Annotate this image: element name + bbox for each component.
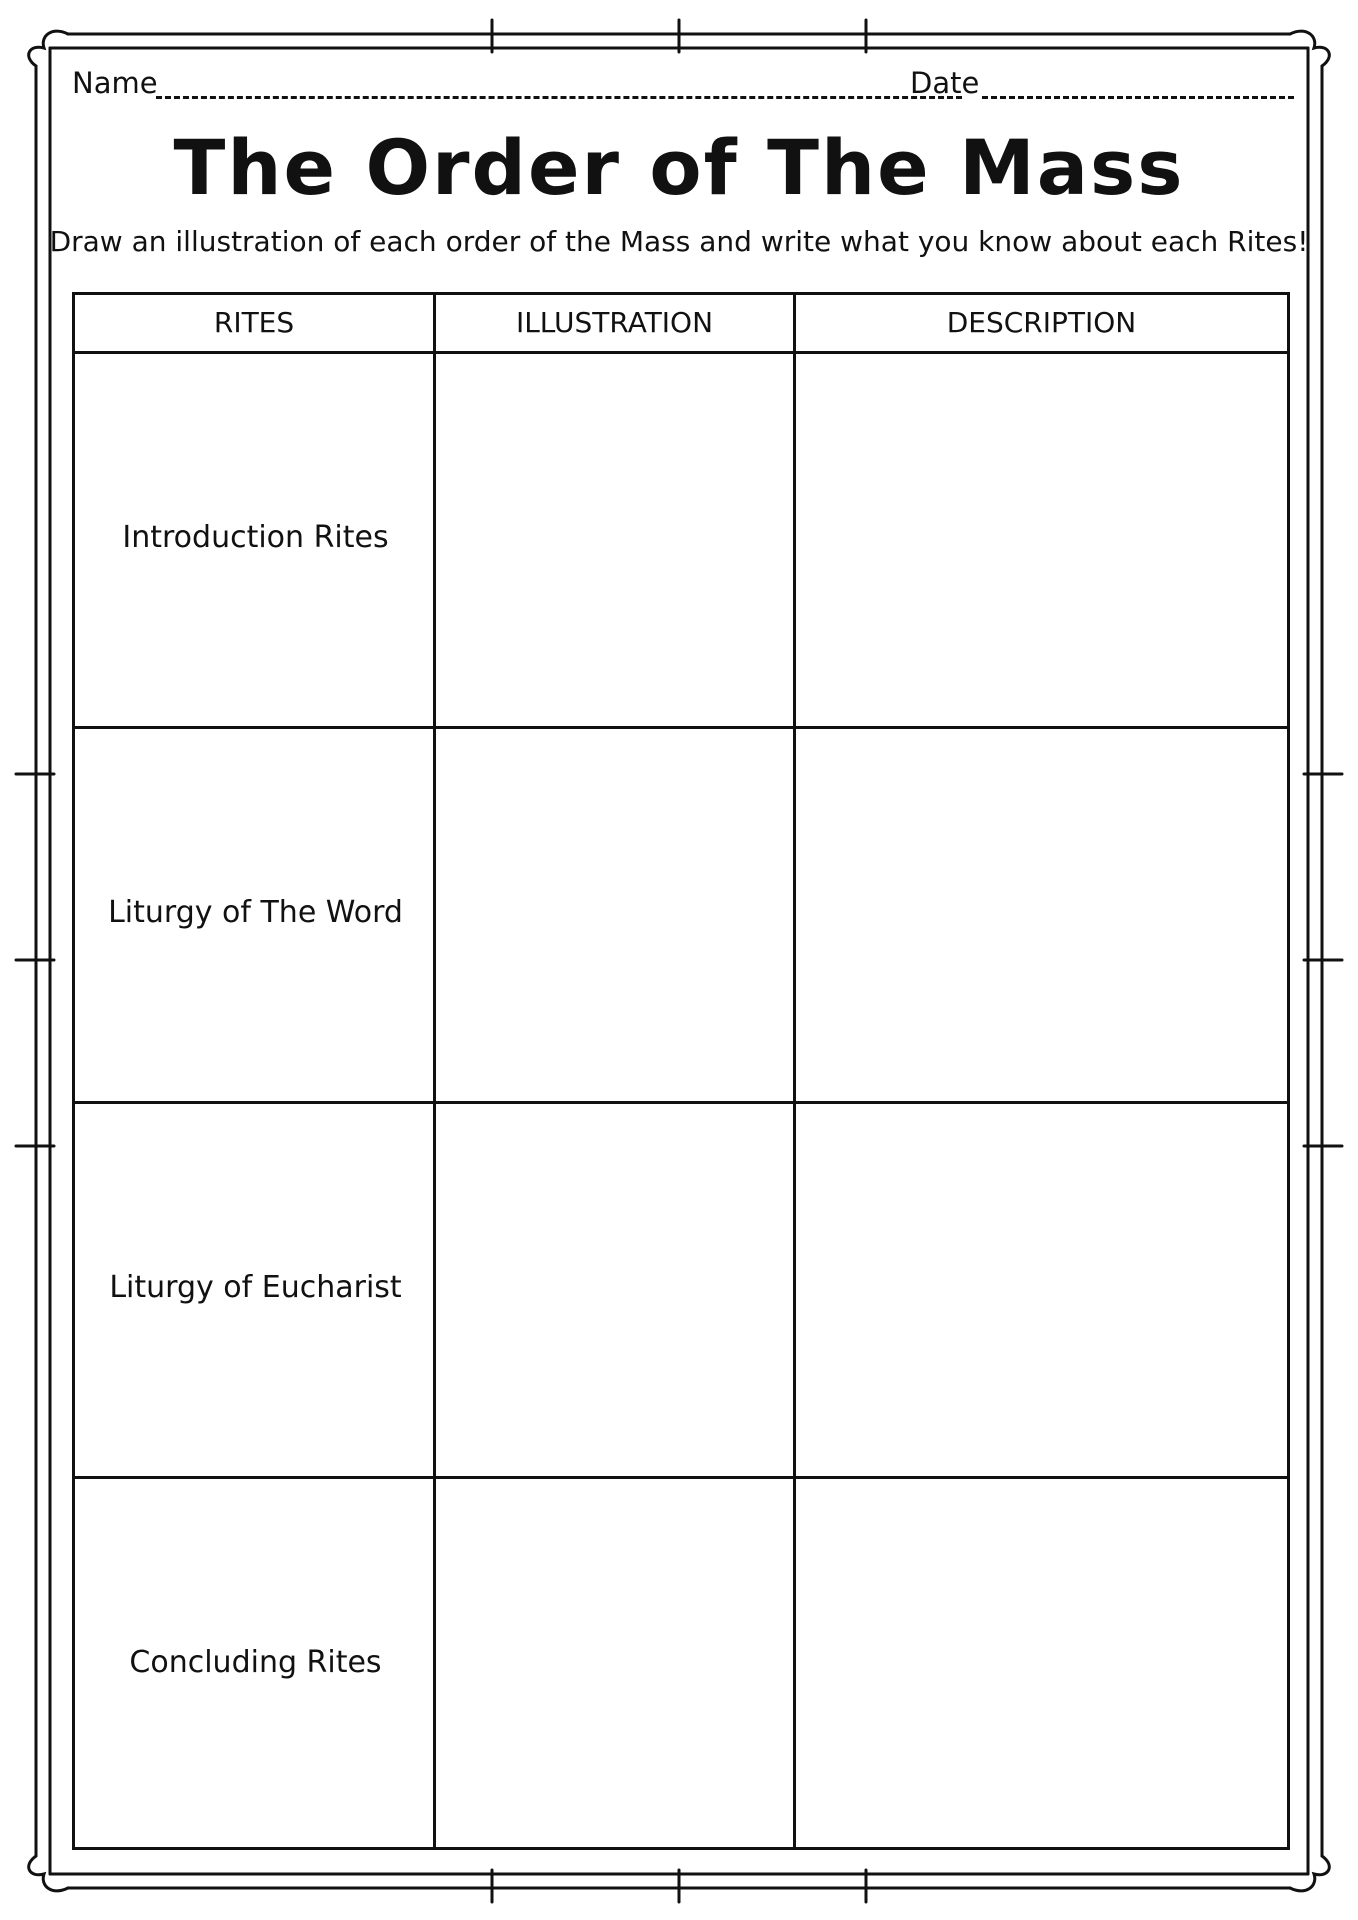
name-label: Name — [72, 66, 158, 100]
illustration-cell[interactable] — [436, 1479, 793, 1847]
description-cell[interactable] — [796, 1479, 1287, 1847]
description-cell[interactable] — [796, 1104, 1287, 1476]
date-label: Date — [910, 66, 980, 100]
description-cell[interactable] — [796, 354, 1287, 726]
page-title: The Order of The Mass — [173, 123, 1185, 212]
name-field[interactable] — [156, 96, 962, 99]
name-date-row — [72, 64, 1294, 104]
rite-label-liturgy-eucharist: Liturgy of Eucharist — [109, 1270, 402, 1305]
rite-label-introduction: Introduction Rites — [122, 520, 389, 555]
rite-label-concluding: Concluding Rites — [129, 1645, 382, 1680]
instructions-text: Draw an illustration of each order of the Mass and write what you know about each Rites! — [49, 225, 1309, 258]
column-header-description: DESCRIPTION — [946, 306, 1137, 339]
rite-label-liturgy-word: Liturgy of The Word — [108, 895, 403, 930]
illustration-cell[interactable] — [436, 1104, 793, 1476]
rites-table — [72, 292, 1290, 1850]
illustration-cell[interactable] — [436, 729, 793, 1101]
column-header-illustration: ILLUSTRATION — [515, 306, 714, 339]
illustration-cell[interactable] — [436, 354, 793, 726]
column-header-rites: RITES — [213, 306, 295, 339]
date-field[interactable] — [982, 96, 1294, 99]
description-cell[interactable] — [796, 729, 1287, 1101]
